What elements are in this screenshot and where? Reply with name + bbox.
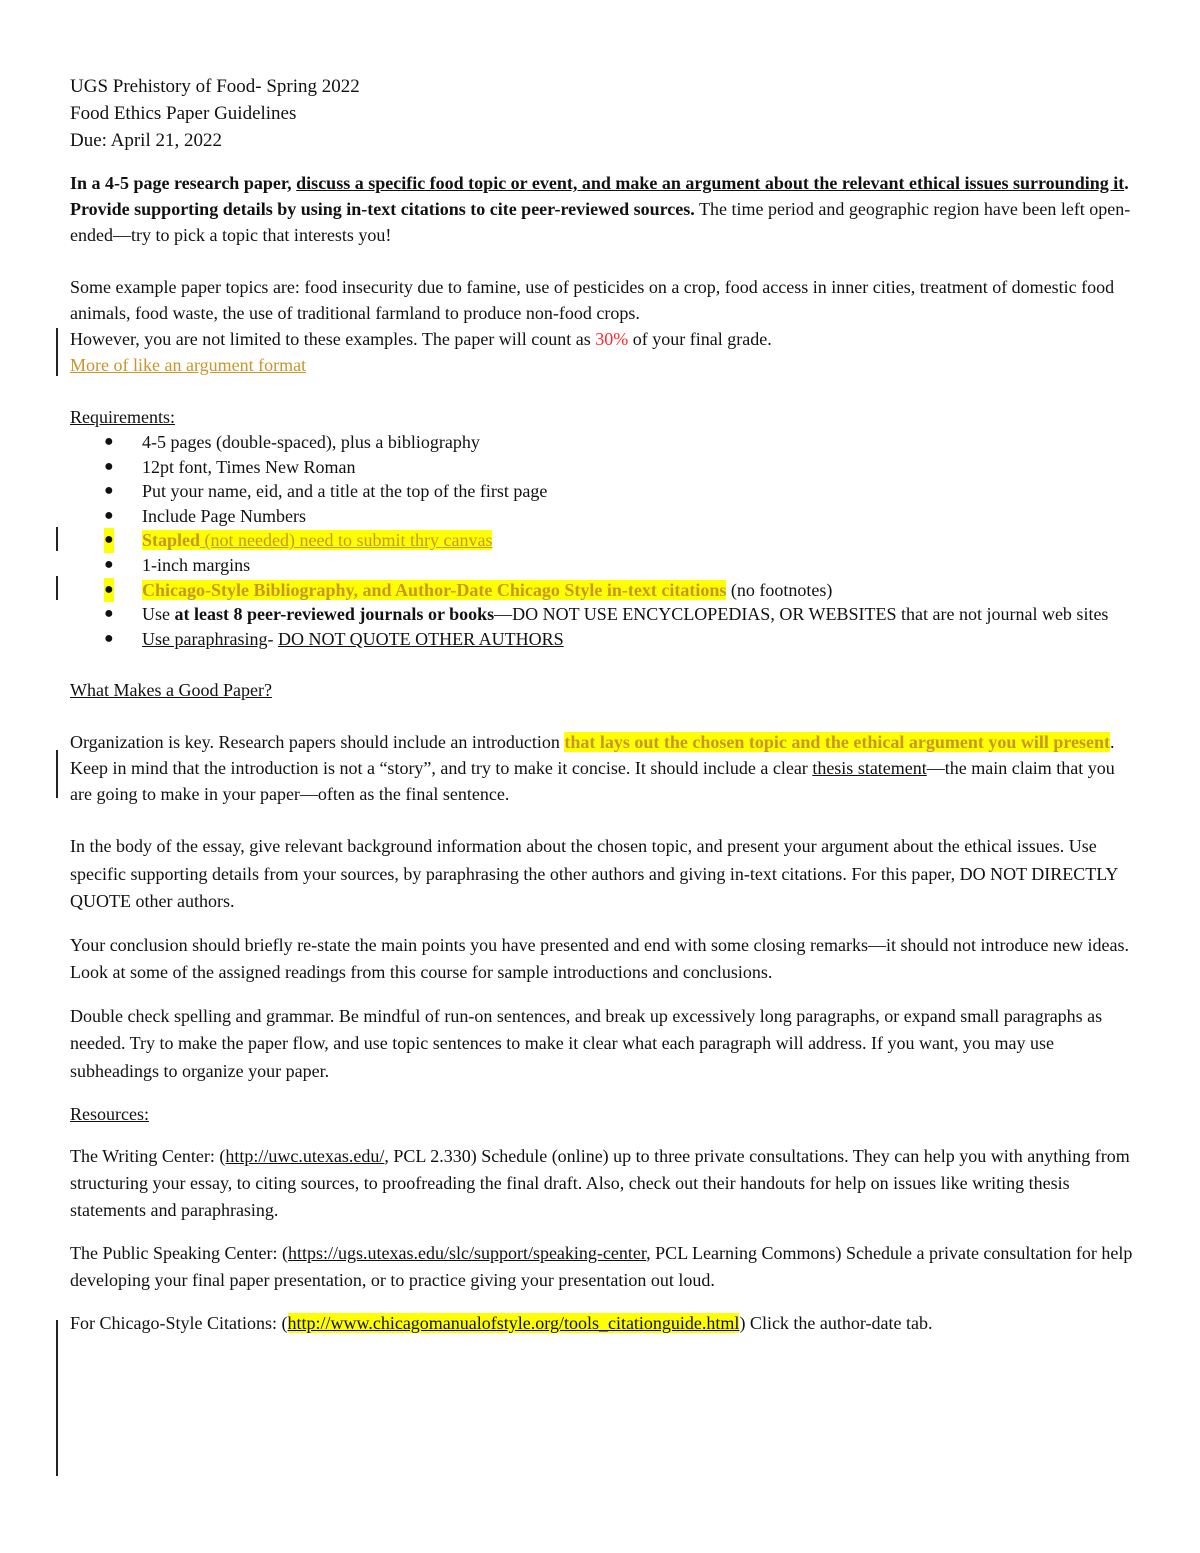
bullet-icon: ●: [104, 528, 114, 553]
course-title: UGS Prehistory of Food- Spring 2022: [70, 76, 360, 97]
bullet-icon: ●: [104, 433, 114, 450]
body-paragraph: In the body of the essay, give relevant background information about the chosen topic, and present your argument about the ethical issues. Use specific supporting details from your sources, by paraphrasing the other authors and giving in-text citations. For this paper, DO NOT DIRECTLY QUOTE other authors.: [70, 836, 1118, 912]
bullet-icon: ●: [104, 482, 114, 500]
paper-title: Food Ethics Paper Guidelines: [70, 103, 297, 124]
example-topics: Some example paper topics are: food insecurity due to famine, use of pesticides on a crop, food access in inner cities, treatment of domestic food animals, food waste, the use of traditional farmland to produce non-food crops.: [70, 277, 1115, 323]
list-item: ● Use paraphrasing- DO NOT QUOTE OTHER AUTHORS: [70, 627, 1140, 652]
change-bar: [56, 750, 58, 798]
document-page: [70, 73, 1140, 1336]
bullet-icon: ●: [104, 506, 114, 524]
requirements-list: [70, 430, 1140, 651]
tracked-edit: (not needed) need to submit thry canvas: [200, 530, 493, 551]
list-item: ● Put your name, eid, and a title at the top of the first page: [70, 479, 1140, 504]
list-item: ● Use at least 8 peer-reviewed journals or books—DO NOT USE ENCYCLOPEDIAS, OR WEBSITES that are not journal web sites: [70, 602, 1140, 627]
change-bar: [56, 527, 58, 551]
writing-center: The Writing Center: (http://uwc.utexas.edu/, PCL 2.330) Schedule (online) up to three private consultations. They can help you with anything from structuring your essay, to citing sources, to proofreading the final draft. Also, check out their handouts for help on issues like writing thesis statements and paraphrasing.: [70, 1146, 1130, 1221]
good-paper-heading: What Makes a Good Paper?: [70, 680, 272, 701]
document-header: [70, 73, 1140, 154]
bullet-icon: ●: [104, 457, 114, 475]
due-date: Due: April 21, 2022: [70, 130, 222, 151]
comment-link[interactable]: More of like an argument format: [70, 355, 307, 375]
grade-weight: However, you are not limited to these examples. The paper will count as 30% of your final grade.: [70, 329, 772, 349]
list-item: ● 12pt font, Times New Roman: [70, 455, 1140, 480]
bullet-icon: ●: [104, 605, 114, 623]
bullet-icon: ●: [104, 629, 114, 647]
conclusion-paragraph: Your conclusion should briefly re-state the main points you have presented and end with some closing remarks—it should not introduce new ideas. Look at some of the assigned readings from this course for sample introductions and conclusions.: [70, 934, 1129, 983]
speaking-center-link[interactable]: https://ugs.utexas.edu/slc/support/speaking-center: [287, 1243, 647, 1264]
list-item: ● Include Page Numbers: [70, 504, 1140, 529]
speaking-center: The Public Speaking Center: (https://ugs.utexas.edu/slc/support/speaking-center, PCL Learning Commons) Schedule a private consultation for help developing your final paper presentation, or to practice giving your presentation out loud.: [70, 1243, 1133, 1291]
list-item: ● Chicago-Style Bibliography, and Author-Date Chicago Style in-text citations (no footnotes): [70, 578, 1140, 603]
bullet-icon: ●: [104, 578, 114, 603]
chicago-citations: For Chicago-Style Citations: (http://www.chicagomanualofstyle.org/tools_citationguide.html) Click the author-date tab.: [70, 1313, 933, 1334]
bullet-icon: ●: [104, 555, 114, 573]
list-item: ● Stapled (not needed) need to submit thry canvas: [70, 528, 1140, 553]
organization-paragraph: Organization is key. Research papers should include an introduction that lays out the chosen topic and the ethical argument you will present. Keep in mind that the introduction is not a “story”, and try to make it concise. It should include a clear thesis statement—the main claim that you are going to make in your paper—often as the final sentence.: [70, 732, 1115, 805]
change-bar: [56, 1320, 58, 1476]
writing-center-link[interactable]: http://uwc.utexas.edu/: [225, 1146, 385, 1167]
list-item: ● 4-5 pages (double-spaced), plus a bibliography: [70, 430, 1140, 455]
intro-paragraph: In a 4-5 page research paper, discuss a specific food topic or event, and make an argument about the relevant ethical issues surrounding it. Provide supporting details by using in-text citations to cite peer-reviewed sources. The time period and geographic region have been left open-ended—try to pick a topic that interests you!: [70, 173, 1131, 245]
resources-heading: Resources:: [70, 1104, 149, 1125]
change-bar: [56, 328, 58, 376]
change-bar: [56, 576, 58, 600]
grammar-paragraph: Double check spelling and grammar. Be mindful of run-on sentences, and break up excessively long paragraphs, or expand small paragraphs as needed. Try to make the paper flow, and use topic sentences to make it clear what each paragraph will address. If you want, you may use subheadings to organize your paper.: [70, 1005, 1103, 1081]
list-item: ● 1-inch margins: [70, 553, 1140, 578]
requirements-heading: Requirements:: [70, 407, 175, 427]
chicago-citation-link[interactable]: http://www.chicagomanualofstyle.org/tools_citationguide.html: [287, 1313, 740, 1334]
grade-percent: 30%: [595, 329, 629, 349]
